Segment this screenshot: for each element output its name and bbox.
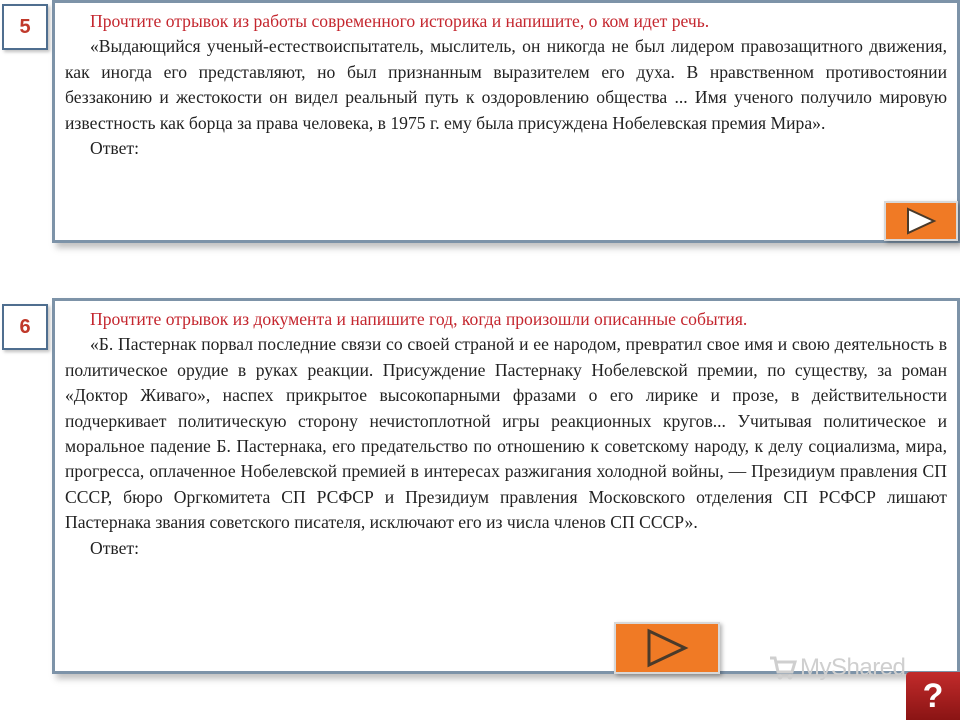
task-5-content <box>65 9 947 161</box>
question-mark-icon: ? <box>922 676 944 715</box>
task-5-card <box>52 0 960 243</box>
task-6-answer-label: Ответ: <box>90 537 139 558</box>
task-5-passage: «Выдающийся ученый-естествоиспытатель, мыслитель, он никогда не был лидером правозащитного движения, как иногда его представляют, но был признанным выразителем его духа. В нравственном противостоянии беззаконию и жестокости он видел реальный путь к оздоровлению общества ... Имя ученого получило мировую известность как борца за права человека, в 1975 г. ему была присуждена Нобелевская премия Мира». <box>65 36 947 133</box>
task-5-question: Прочтите отрывок из работы современного историка и напишите, о ком идет речь. <box>90 11 710 31</box>
task-6-passage: «Б. Пастернак порвал последние связи со своей страной и ее народом, превратил свое имя и свою деятельность в политическое орудие в руках реакции. Присуждение Пастернаку Нобелевской премии, по существу, за роман «Доктор Живаго», наспех прикрытое высокопарными фразами о его лирике и прозе, в действительности подчеркивает политическую сторону нечистоплотной игры реакционных кругов... Учитывая политическое и моральное падение Б. Пастернака, его предательство по отношению к советскому народу, к делу социализма, мира, прогресса, оплаченное Нобелевской премией в интересах разжигания холодной войны, — Президиум правления СП СССР, бюро Оргкомитета СП РСФСР и Президиум правления Московского отделения СП РСФСР лишают Пастернака звания советского писателя, исключают его из числа членов СП СССР». <box>65 334 947 533</box>
task-5-answer-label: Ответ: <box>90 138 139 159</box>
play-icon <box>643 628 691 668</box>
task-6-number: 6 <box>2 304 48 350</box>
myshared-watermark <box>768 654 905 682</box>
task-5-number: 5 <box>2 4 48 50</box>
task-6-content <box>65 307 947 561</box>
play-icon <box>904 207 938 235</box>
watermark-text: MyShared <box>800 654 906 681</box>
task-6-play-button[interactable] <box>614 622 720 674</box>
task-6-question: Прочтите отрывок из документа и напишите год, когда произошли описанные события. <box>90 309 748 329</box>
help-button[interactable] <box>906 672 960 720</box>
cart-icon <box>768 654 798 682</box>
task-5-play-button[interactable] <box>884 201 958 241</box>
task-6-card <box>52 298 960 674</box>
